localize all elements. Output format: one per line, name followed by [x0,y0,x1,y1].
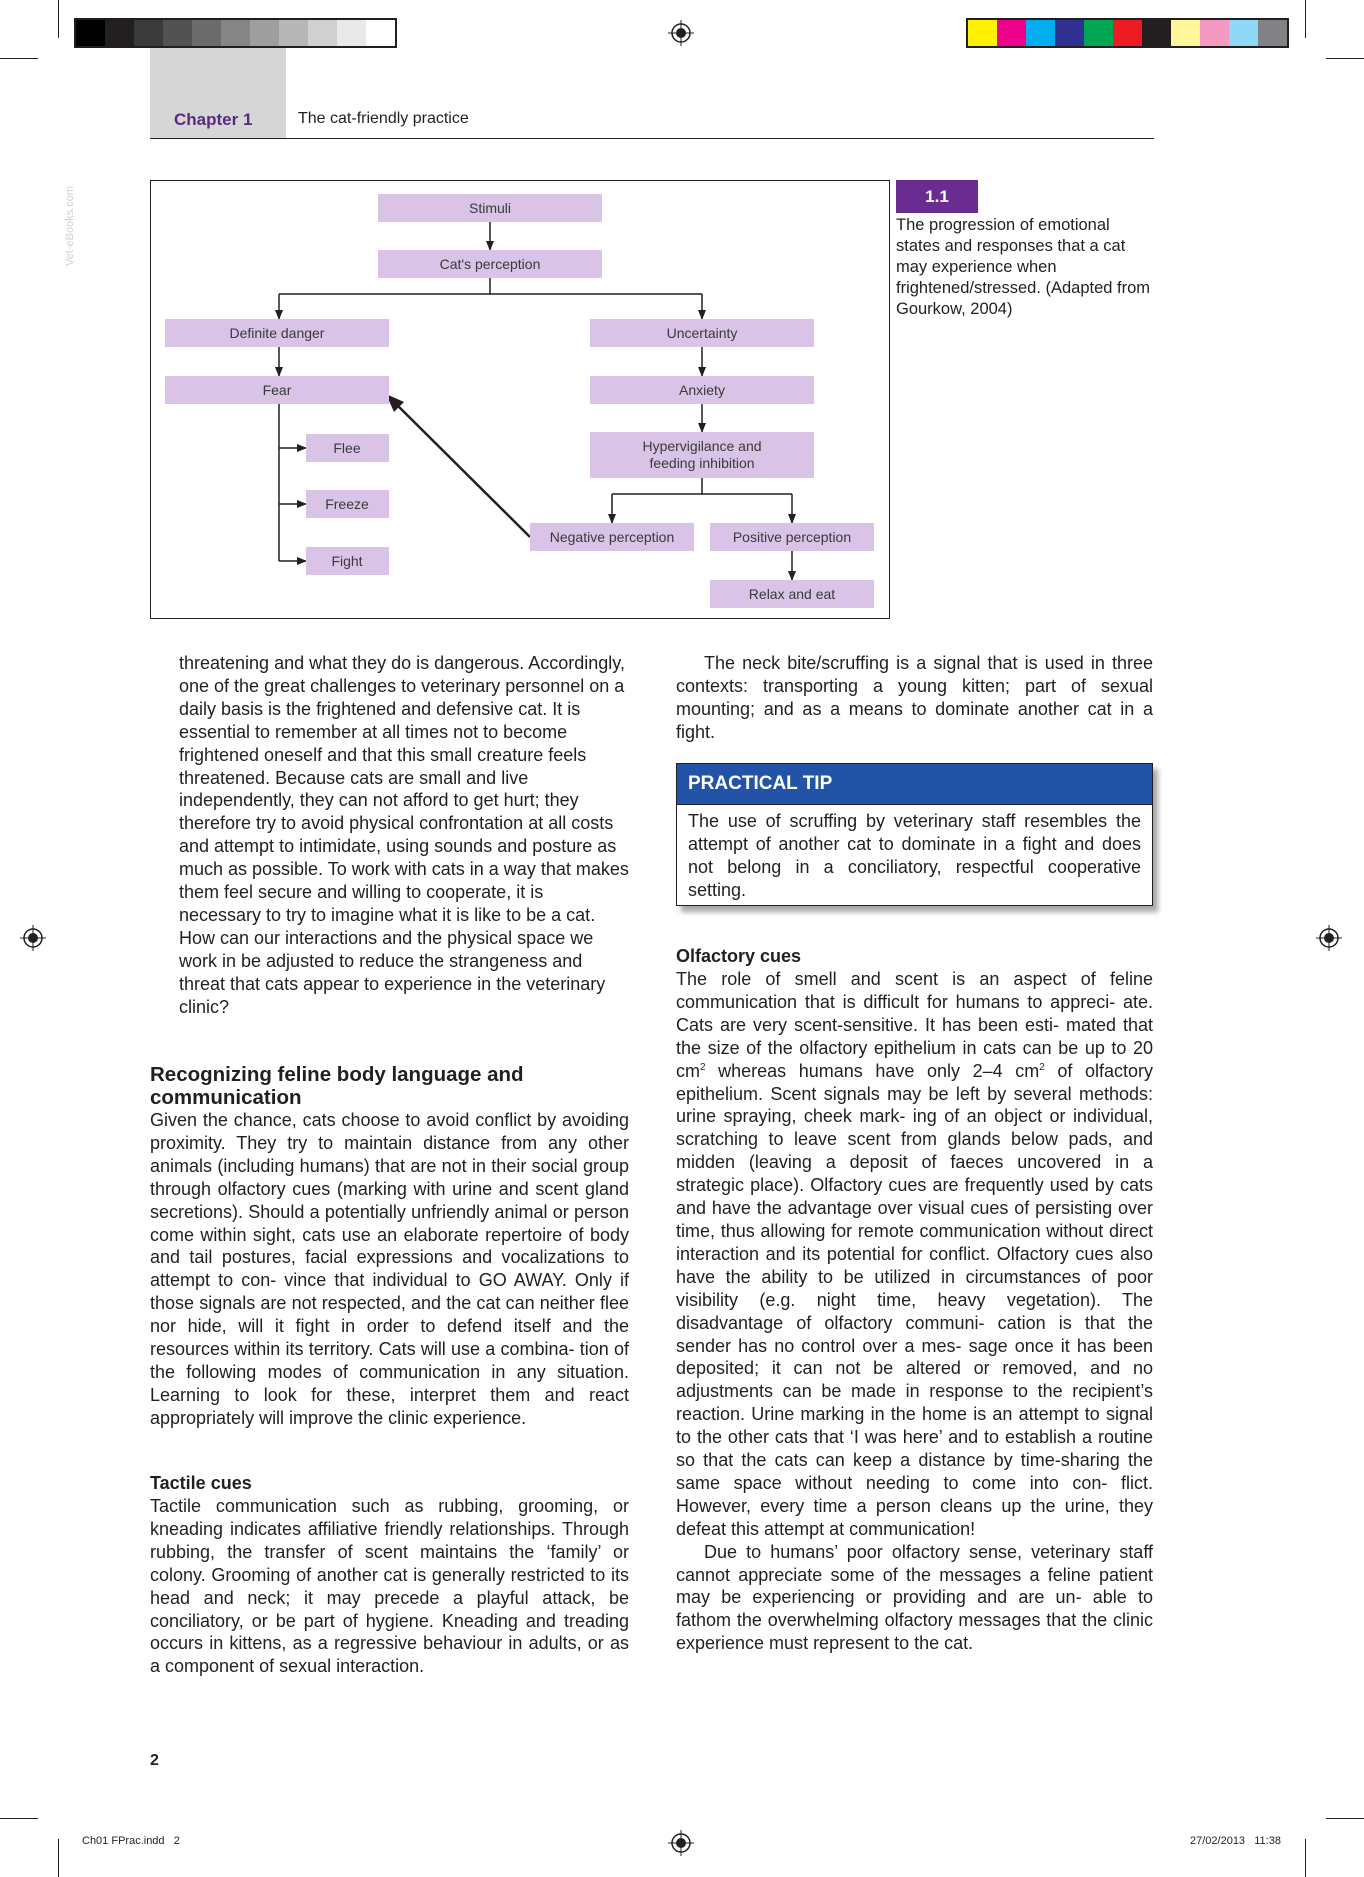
practical-tip-heading: PRACTICAL TIP [677,764,1152,805]
figure-flowchart [150,180,890,619]
color-swatch [968,20,997,46]
node-relax-and-eat [710,580,874,608]
section-olfactory-cues [676,945,1153,1655]
node-label: Negative perception [549,529,675,545]
gray-swatch [192,20,221,46]
crop-mark [1305,1839,1306,1877]
watermark [55,180,85,290]
color-swatch [1200,20,1229,46]
crop-mark [58,1839,59,1877]
tactile-heading: Tactile cues [150,1473,252,1493]
page-number: 2 [150,1752,159,1769]
section-tactile-cues [150,1472,629,1678]
color-swatch [997,20,1026,46]
gray-swatch [279,20,308,46]
tactile-text: Tactile communication such as rubbing, grooming, or kneading indicates affiliative friendly relationships. Through rubbing, the transfer of scent maintains the ‘family’ or colony. Grooming of another cat is generally restricted to its head and neck; it may precede a playful attack, be conciliatory, or be part of hygiene. Kneading and treading occurs in kittens, as a regressive behaviour in adults, or as a component of sexual interaction. [150,1496,629,1677]
node-definite-danger [165,319,389,347]
crop-mark [1326,58,1364,59]
node-label: Fear [262,382,292,398]
chapter-title: The cat-friendly practice [298,110,469,127]
registration-mark-icon [20,925,46,951]
node-label: Flee [333,440,361,456]
node-stimuli [378,194,602,222]
node-fear [165,376,389,404]
color-swatch [1084,20,1113,46]
node-label: Freeze [325,496,369,512]
node-negative-perception [530,523,694,551]
node-label: Positive perception [732,529,852,545]
slug-date: 27/02/2013 11:38 [1190,1835,1281,1847]
node-label: Relax and eat [748,586,836,602]
gray-swatch [250,20,279,46]
node-anxiety [590,376,814,404]
gray-swatch [366,20,395,46]
gray-swatch [76,20,105,46]
olfactory-text-part: whereas humans have only 2–4 cm [705,1060,1040,1081]
neck-bite-paragraph [676,652,1153,744]
olfactory-text-2: Due to humans’ poor olfactory sense, veterinary staff cannot appreciate some of the messages a feline patient may be experiencing or providing and are un- able to fathom the overwhelming olfactory messages that the clinic experience must represent to the cat. [676,1541,1153,1654]
node-hypervigilance [590,432,814,478]
grayscale-color-bar [74,18,397,48]
olfactory-text [676,968,1153,1541]
crop-mark [0,1818,38,1819]
node-label: Anxiety [679,382,725,398]
gray-swatch [221,20,250,46]
gray-swatch [308,20,337,46]
node-fight [306,547,389,575]
node-label: Uncertainty [666,325,738,341]
practical-tip-text: The use of scruffing by veterinary staff resembles the attempt of another cat to dominate in a fight and does not belong in a conciliatory, respectful cooperative setting. [688,811,1141,900]
watermark-text: Vet-eBooks.com [64,185,76,267]
negative-to-fear-arrow [389,397,530,537]
olfactory-text-part: The role of smell and scent is an aspect of feline communication that is difficult for humans to appreci- ate. Cats are very scent-sensitive. It has been esti- mated that the size of the olfactory epithelium in cats can be up to 20 cm [676,969,1153,1081]
crop-mark [1305,0,1306,38]
gray-swatch [337,20,366,46]
superscript: 2 [1039,1061,1045,1073]
node-label: Fight [331,553,363,569]
color-swatch [1026,20,1055,46]
color-swatch [1142,20,1171,46]
node-label: Stimuli [468,200,512,216]
node-cats-perception [378,250,602,278]
node-freeze [306,490,389,518]
neck-bite-text: The neck bite/scruffing is a signal that is used in three contexts: transporting a young kitten; part of sexual mounting; and as a means to dominate another cat in a fight. [676,653,1153,742]
gray-swatch [163,20,192,46]
intro-text: threatening and what they do is dangerous. Accordingly, one of the great challenges to veterinary personnel on a daily basis is the frightened and defensive cat. It is essential to remember at all times not to become frightened oneself and that this small creature feels threatened. Because cats are small and live independently, they can not afford to get hurt; they therefore try to avoid physical confrontation at all costs and attempt to intimidate, using sounds and posture as much as possible. To work with cats in a way that makes them feel secure and willing to cooperate, it is necessary to try to imagine what it is like to be a cat. How can our interactions and the physical space we work in be adjusted to reduce the strangeness and threat that cats appear to experience in the veterinary clinic? [179,653,629,1017]
crop-mark [58,0,59,38]
gray-swatch [105,20,134,46]
node-label: Definite danger [229,325,325,341]
node-positive-perception [710,523,874,551]
color-swatch [1258,20,1287,46]
olfactory-heading: Olfactory cues [676,946,802,966]
color-swatch [1229,20,1258,46]
flowchart-svg [151,181,891,620]
section-body-language [150,1063,629,1430]
header-rule [150,138,1154,139]
color-swatch [1055,20,1084,46]
node-label: Hypervigilance and [642,438,762,454]
registration-mark-icon [668,1830,694,1856]
node-label: feeding inhibition [649,455,755,471]
color-swatch [1113,20,1142,46]
registration-mark-icon [668,20,694,46]
olfactory-text-part: of olfactory epithelium. Scent signals may be left by several methods: urine spraying, cheek mark- ing of an object or individual, scratching to leave scent from glands below pads, and midden (leaving a deposit of faeces uncovered in a strategic place). Olfactory cues are frequently used by cats and have the advantage over visual cues of persisting over time, thus allowing for remote communication without direct interaction and its potential for conflict. Olfactory cues also have the ability to be utilized in circumstances of poor visibility (e.g. night time, heavy vegetation). The disadvantage of olfactory communi- cation is that the sender has no control over a mes- sage once it has been deposited; it can not be altered or removed, and no adjustments can be made in response to the recipient’s reaction. Urine marking in the home is an attempt to signal to the other cats that ‘I was here’ and to establish a routine so that the cats can keep a distance by time-sharing the same space without needing to come into con- flict. However, every time a person cleans up the urine, they defeat this attempt at communication! [676,1060,1153,1539]
figure-caption: The progression of emotional states and responses that a cat may experience when frightened/stressed. (Adapted from Gourkow, 2004) [896,216,1151,318]
superscript: 2 [700,1061,706,1073]
intro-paragraph [179,652,629,1019]
process-color-bar [966,18,1289,48]
node-label: Cat's perception [439,256,541,272]
crop-mark [0,58,38,59]
section-text: Given the chance, cats choose to avoid conflict by avoiding proximity. They try to maintain distance from any other animals (including humans) that are not in their social group through olfactory cues (marking with urine and scent gland secretions). Should a potentially unfriendly animal or person come within sight, cats use an elaborate repertoire of body and tail postures, facial expressions and vocalizations to attempt to con- vince that individual to GO AWAY. Only if those signals are not respected, and the cat can neither flee nor hide, will it fight in order to defend itself and the resources within its territory. Cats will use a combina- tion of the following modes of communication in any situation. Learning to look for these, interpret them and react appropriately will improve the clinic experience. [150,1110,629,1428]
registration-mark-icon [1316,925,1342,951]
slug-filename: Ch01 FPrac.indd 2 [82,1835,180,1847]
chapter-label: Chapter 1 [174,110,253,129]
node-uncertainty [590,319,814,347]
crop-mark [1326,1818,1364,1819]
gray-swatch [134,20,163,46]
practical-tip-box [676,763,1153,906]
node-flee [306,434,389,462]
color-swatch [1171,20,1200,46]
figure-number-badge: 1.1 [896,180,978,213]
section-heading: Recognizing feline body language and communication [150,1063,524,1109]
